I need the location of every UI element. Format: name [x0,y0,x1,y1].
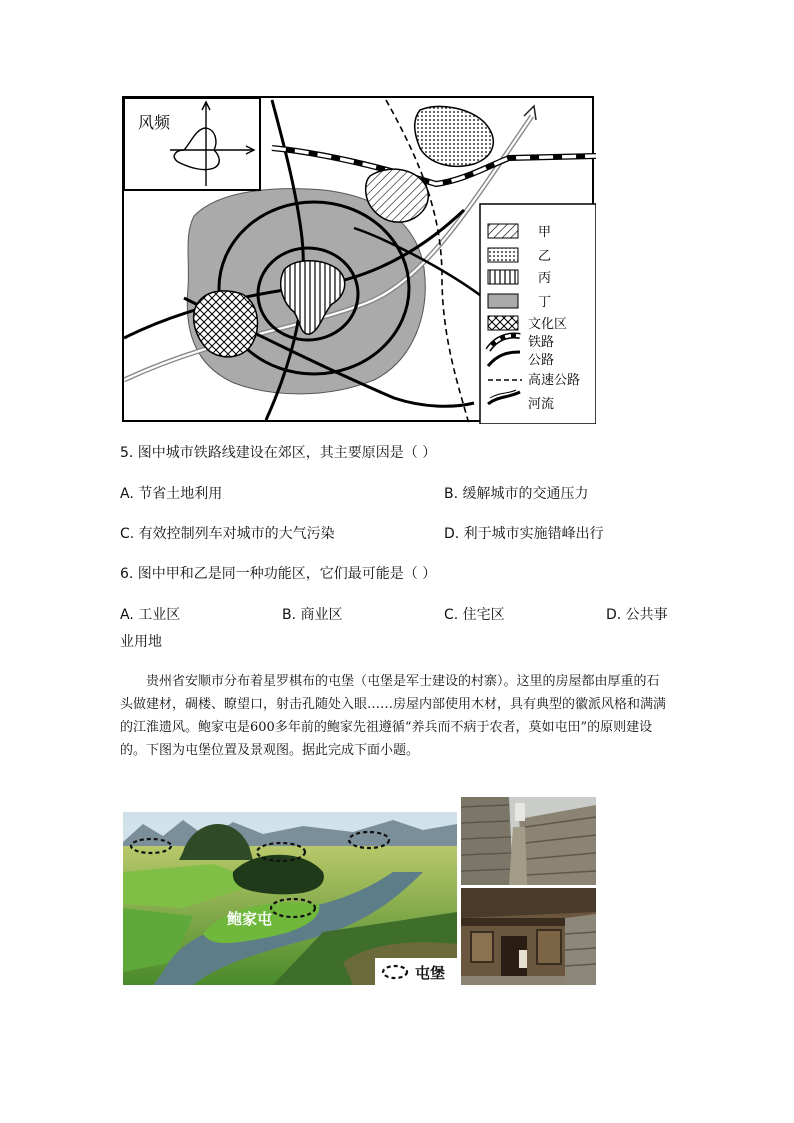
legend-label-road: 公路 [528,353,555,368]
tunpu-legend-label: 屯堡 [415,964,446,982]
legend-label-yi: 乙 [538,249,552,264]
q5-option-a[interactable]: A. 节省土地利用 [120,486,223,502]
q5-option-d[interactable]: D. 利于城市实施错峰出行 [444,526,604,542]
legend-label-highway: 高速公路 [528,373,581,388]
legend-label-railway: 铁路 [528,335,555,350]
city-map [122,96,594,422]
q5-option-b[interactable]: B. 缓解城市的交通压力 [444,486,589,502]
q6-option-a[interactable]: A. 工业区 [120,607,181,623]
q6-option-c[interactable]: C. 住宅区 [444,607,505,623]
q6-stem: 6. 图中甲和乙是同一种功能区，它们最可能是（ ） [120,566,437,582]
city-map-drawing [124,98,596,424]
legend-label-culture: 文化区 [528,317,568,332]
landscape-photo [123,812,457,985]
stone-alley-photo [461,797,596,885]
legend-label-ding: 丁 [538,295,552,310]
q5-stem: 5. 图中城市铁路线建设在郊区，其主要原因是（ ） [120,445,437,461]
zone-yi [415,106,494,166]
reading-passage: 贵州省安顺市分布着星罗棋布的屯堡（屯堡是军士建设的村寨）。这里的房屋都由厚重的石头做建材，碉楼、瞭望口，射击孔随处入眼……房屋内部使用木材，具有典型的徽派风格和满满的江淮遗风。鲍家屯是600多年前的鲍家先祖遵循“养兵而不病于农者，莫如屯田”的原则建设的。下图为屯堡位置及景观图。据此完成下面小题。 [120,674,667,758]
wind-label: 风频 [138,113,171,132]
village-label: 鲍家屯 [227,910,273,928]
q6-option-d-cont: 业用地 [120,634,162,650]
q6-option-d[interactable]: D. 公共事 [606,607,668,623]
wind-inset [124,98,260,190]
legend-label-jia: 甲 [538,225,552,240]
q6-option-b[interactable]: B. 商业区 [282,607,343,623]
legend-label-river: 河流 [528,397,555,412]
legend-label-bing: 丙 [538,271,552,286]
q5-option-c[interactable]: C. 有效控制列车对城市的大气污染 [120,526,335,542]
wooden-house-photo [461,888,596,985]
